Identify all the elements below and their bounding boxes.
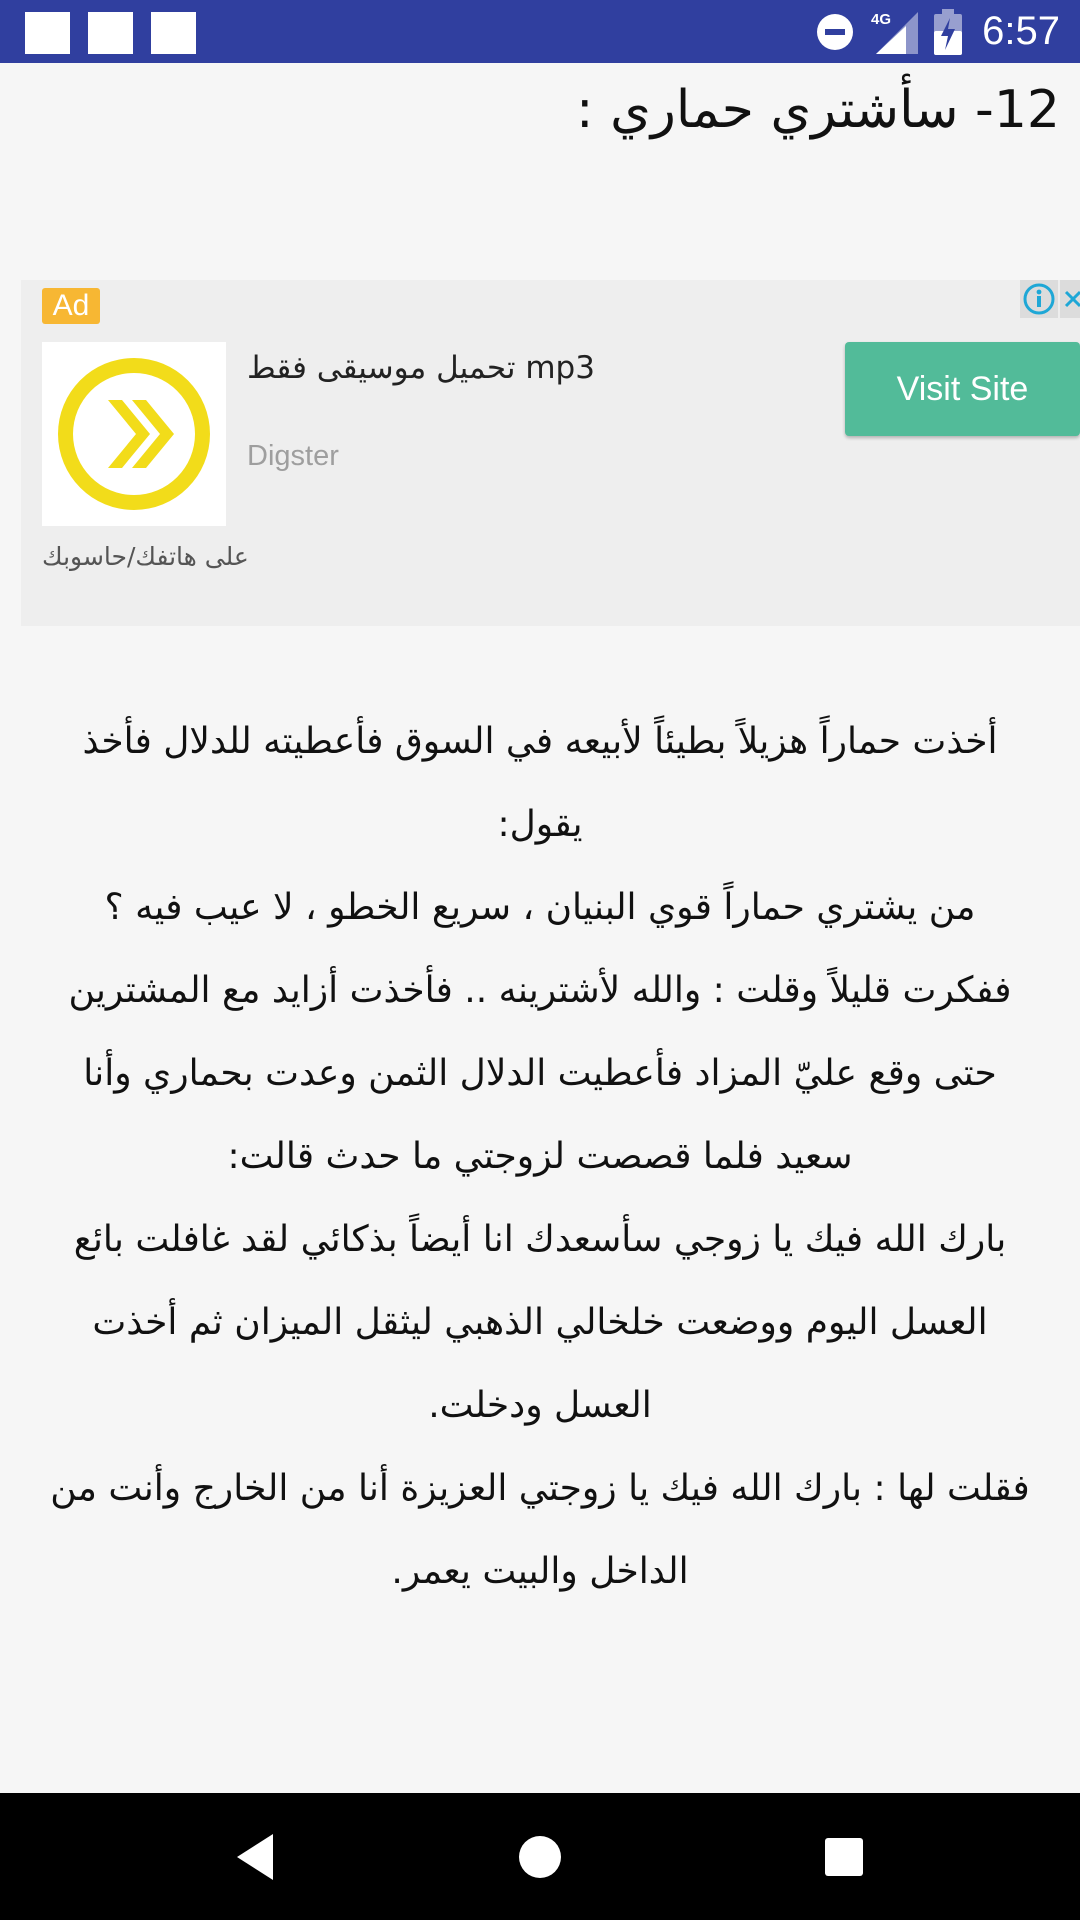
do-not-disturb-icon [816, 13, 854, 51]
navigation-bar [0, 1793, 1080, 1920]
paragraph: فقلت لها : بارك الله فيك يا زوجتي العزيزة أنا من الخارج وأنت من الداخل والبيت يعمر. [50, 1468, 1030, 1592]
ad-headline[interactable]: تحميل موسيقى فقط mp3 [247, 350, 595, 386]
signal-icon [868, 8, 920, 56]
battery-charging-icon [934, 9, 962, 55]
visit-site-button[interactable]: Visit Site [845, 342, 1080, 436]
ad-info-icon[interactable] [1020, 280, 1058, 318]
paragraph: بارك الله فيك يا زوجي سأسعدك انا أيضاً بذكائي لقد غافلت بائع العسل اليوم ووضعت خلخالي الذهبي ليثقل الميزان ثم أخذت العسل ودخلت. [73, 1219, 1007, 1426]
ad-close-icon[interactable] [1060, 280, 1080, 318]
clock: 6:57 [982, 9, 1060, 53]
network-type-label: 4G [871, 10, 892, 28]
digster-logo[interactable] [42, 342, 226, 526]
recents-icon[interactable] [784, 1793, 904, 1920]
ad-description: على هاتفك/حاسوبك [42, 542, 249, 571]
article-title: 12- سأشتري حماري : [576, 80, 1060, 140]
content-area[interactable] [0, 63, 1080, 1793]
notification-icon [25, 12, 70, 54]
home-icon[interactable] [480, 1793, 600, 1920]
article-body [40, 700, 1040, 1613]
paragraph: من يشتري حماراً قوي البنيان ، سريع الخطو ، لا عيب فيه ؟ [104, 887, 976, 928]
ad-advertiser: Digster [247, 440, 339, 472]
ad-banner[interactable] [21, 280, 1080, 626]
notification-icon [88, 12, 133, 54]
paragraph: أخذت حماراً هزيلاً بطيئاً لأبيعه في السوق فأعطيته للدلال فأخذ يقول: [82, 721, 998, 845]
ad-badge: Ad [42, 288, 100, 324]
notification-icon [151, 12, 196, 54]
back-icon[interactable] [195, 1793, 315, 1920]
status-bar [0, 0, 1080, 63]
status-icons [816, 0, 1060, 63]
paragraph: ففكرت قليلاً وقلت : والله لأشترينه .. فأخذت أزايد مع المشترين حتى وقع عليّ المزاد فأعطيت الدلال الثمن وعدت بحماري وأنا سعيد فلما قصصت لزوجتي ما حدث قالت: [68, 970, 1012, 1177]
